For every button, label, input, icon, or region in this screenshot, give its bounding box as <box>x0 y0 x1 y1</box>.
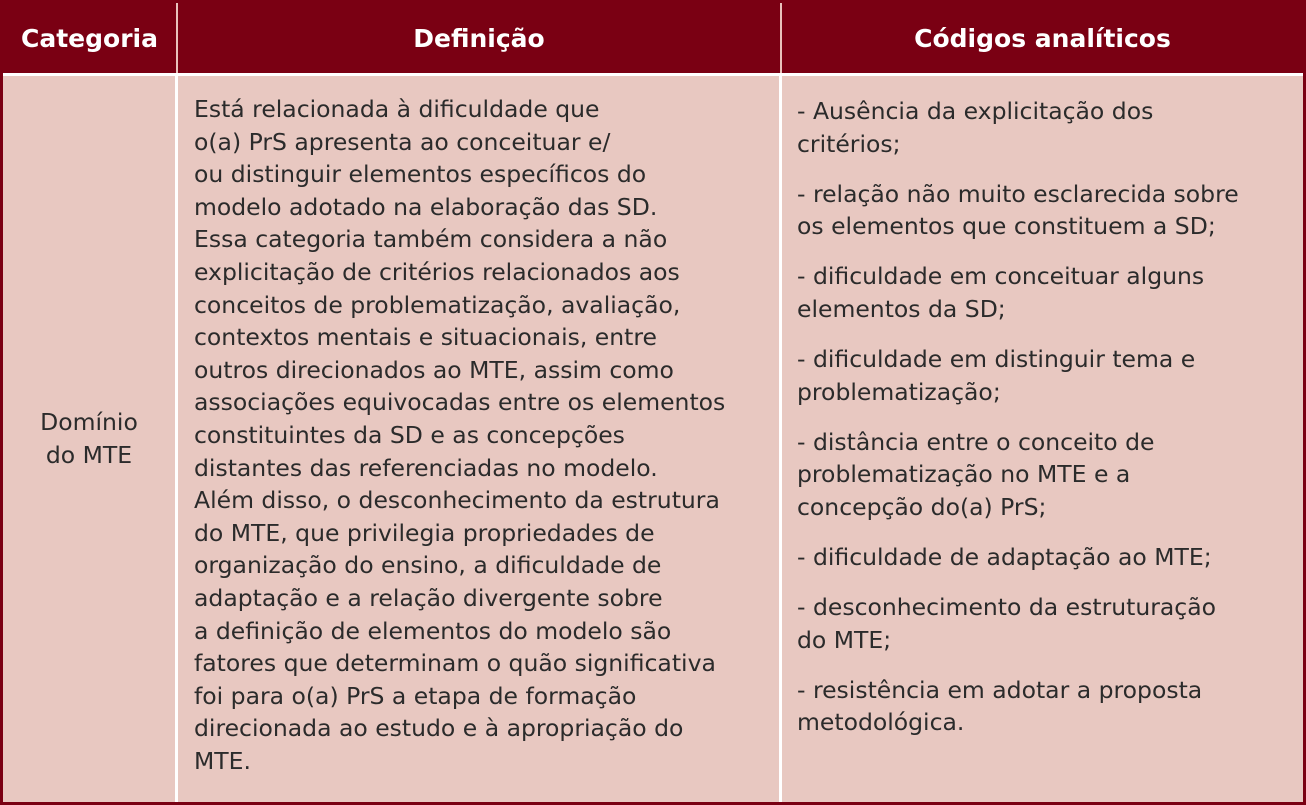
definition-line: Essa categoria também considera a não <box>194 225 668 254</box>
definition-line: Além disso, o desconhecimento da estrutura <box>194 486 720 515</box>
code-item <box>797 591 1293 656</box>
definition-line: Está relacionada à dificuldade que <box>194 95 600 123</box>
category-line: do MTE <box>45 441 133 469</box>
code-line: - Ausência da explicitação dos <box>797 97 1154 125</box>
definition-line: distantes das referenciadas no modelo. <box>194 453 658 482</box>
code-line: - dificuldade em conceituar alguns <box>797 262 1205 291</box>
code-line: do MTE; <box>797 625 892 654</box>
code-line: - dificuldade em distinguir tema e <box>797 345 1196 374</box>
code-line: - distância entre o conceito de <box>797 427 1155 456</box>
code-line: concepção do(a) PrS; <box>797 492 1047 521</box>
definition-line: direcionada ao estudo e à apropriação do <box>194 714 684 743</box>
definition-line: constituintes da SD e as concepções <box>194 420 625 449</box>
definition-line: adaptação e a relação divergente sobre <box>194 583 663 612</box>
code-line: os elementos que constituem a SD; <box>797 212 1216 241</box>
code-line: - relação não muito esclarecida sobre <box>797 179 1239 208</box>
category-cell <box>3 73 178 802</box>
code-line: - dificuldade de adaptação ao MTE; <box>797 543 1212 572</box>
code-line: metodológica. <box>797 708 965 737</box>
definition-line: o(a) PrS apresenta ao conceituar e/ <box>194 127 611 156</box>
definition-line: a definição de elementos do modelo são <box>194 616 672 645</box>
code-line: - desconhecimento da estruturação <box>797 593 1216 622</box>
definition-line: associações equivocadas entre os elementos <box>194 388 726 417</box>
definition-cell <box>178 73 782 802</box>
code-item <box>797 426 1293 524</box>
definition-line: conceitos de problematização, avaliação, <box>194 290 681 319</box>
header-category: Categoria <box>3 3 178 73</box>
definition-line: fatores que determinam o quão significativa <box>194 649 716 678</box>
categories-table <box>3 3 1303 802</box>
header-definition: Definição <box>178 3 782 73</box>
category-line: Domínio <box>40 408 138 437</box>
header-row <box>3 3 1303 73</box>
definition-line: MTE. <box>194 746 251 775</box>
code-item <box>797 674 1293 739</box>
code-line: - resistência em adotar a proposta <box>797 675 1203 704</box>
code-line: critérios; <box>797 129 901 158</box>
code-item <box>797 541 1293 574</box>
definition-line: explicitação de critérios relacionados aos <box>194 257 680 286</box>
code-item <box>797 260 1293 325</box>
code-line: problematização; <box>797 377 1001 406</box>
header-codes: Códigos analíticos <box>782 3 1303 73</box>
definition-line: organização do ensino, a dificuldade de <box>194 551 662 580</box>
code-item <box>797 178 1293 243</box>
definition-line: contextos mentais e situacionais, entre <box>194 323 657 352</box>
table-row <box>3 73 1303 802</box>
code-item <box>797 343 1293 408</box>
definition-line: do MTE, que privilegia propriedades de <box>194 518 655 547</box>
definition-line: outros direcionados ao MTE, assim como <box>194 355 674 384</box>
definition-line: ou distinguir elementos específicos do <box>194 160 647 189</box>
code-line: elementos da SD; <box>797 294 1006 323</box>
codes-cell <box>782 73 1303 802</box>
definition-line: foi para o(a) PrS a etapa de formação <box>194 681 637 710</box>
code-line: problematização no MTE e a <box>797 460 1131 489</box>
code-item <box>797 95 1293 160</box>
definition-line: modelo adotado na elaboração das SD. <box>194 192 658 221</box>
